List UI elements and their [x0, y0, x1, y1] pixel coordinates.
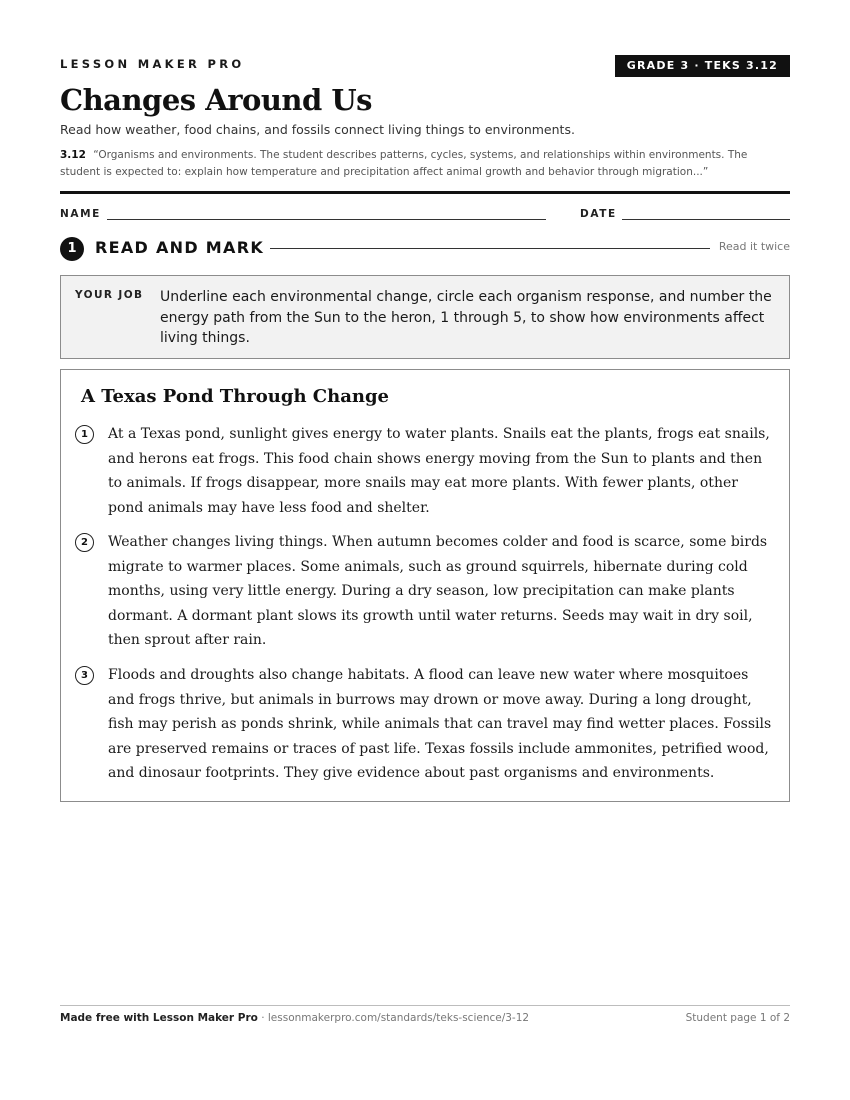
standard-description [60, 147, 790, 180]
name-label: NAME [60, 208, 101, 220]
footer-credit [60, 1012, 529, 1024]
section-note: Read it twice [718, 240, 790, 253]
footer-divider [60, 1005, 790, 1006]
footer-page-number: Student page 1 of 2 [685, 1012, 790, 1024]
grade-badge: GRADE 3 · TEKS 3.12 [615, 55, 790, 77]
reading-passage [60, 369, 790, 802]
standard-code: 3.12 [60, 149, 86, 161]
section-number-badge: 1 [60, 237, 84, 261]
page-title: Changes Around Us [60, 83, 372, 117]
worksheet-page [60, 0, 790, 1100]
date-field[interactable] [622, 219, 790, 220]
passage-title: A Texas Pond Through Change [81, 386, 390, 407]
name-field[interactable] [107, 219, 546, 220]
section-title: READ AND MARK [95, 238, 265, 257]
paragraph-text[interactable]: Weather changes living things. When autumn becomes colder and food is scarce, some birds migrate to warmer places. Some animals, such as ground squirrels, hibernate during cold months, using very little energy. During a dry season, low precipitation can make plants dormant. A dormant plant slows its growth until water returns. Seeds may wait in dry soil, then sprout after rain. [108, 534, 768, 648]
paragraph-number: 1 [75, 425, 94, 444]
paragraph-text[interactable]: At a Texas pond, sunlight gives energy to water plants. Snails eat the plants, frogs eat snails, and herons eat frogs. This food chain shows energy moving from the Sun to plants and then to animals. If frogs disappear, more snails may eat more plants. With fewer plants, other pond animals may have less food and shelter. [108, 426, 770, 516]
paragraph-number: 3 [75, 666, 94, 685]
page-subtitle: Read how weather, food chains, and fossils connect living things to environments. [60, 122, 575, 137]
job-instructions-box [60, 275, 790, 359]
paragraph-number: 2 [75, 533, 94, 552]
job-text: Underline each environmental change, circle each organism response, and number the energy path from the Sun to the heron, 1 through 5, to show how environments affect living things. [160, 289, 772, 346]
footer-made-with: Made free with Lesson Maker Pro [60, 1012, 258, 1024]
section-divider [270, 248, 710, 249]
footer-url: · lessonmakerpro.com/standards/teks-science/3-12 [257, 1012, 530, 1024]
paragraph-text[interactable]: Floods and droughts also change habitats. A flood can leave new water where mosquitoes and frogs thrive, but animals in burrows may drown or move away. During a long drought, fish may perish as ponds shrink, while animals that can travel may find wetter places. Fossils are preserved remains or traces of past life. Texas fossils include ammonites, petrified wood, and dinosaur footprints. They give evidence about past organisms and environments. [108, 667, 772, 781]
date-label: DATE [580, 208, 617, 220]
job-label: YOUR JOB [75, 289, 144, 301]
header-divider [60, 191, 790, 194]
standard-text: “Organisms and environments. The student describes patterns, cycles, systems, and relationships within environments. The student is expected to: explain how temperature and precipitation affect animal growth and behavior through migration...” [60, 149, 748, 178]
brand-name: LESSON MAKER PRO [60, 57, 245, 71]
